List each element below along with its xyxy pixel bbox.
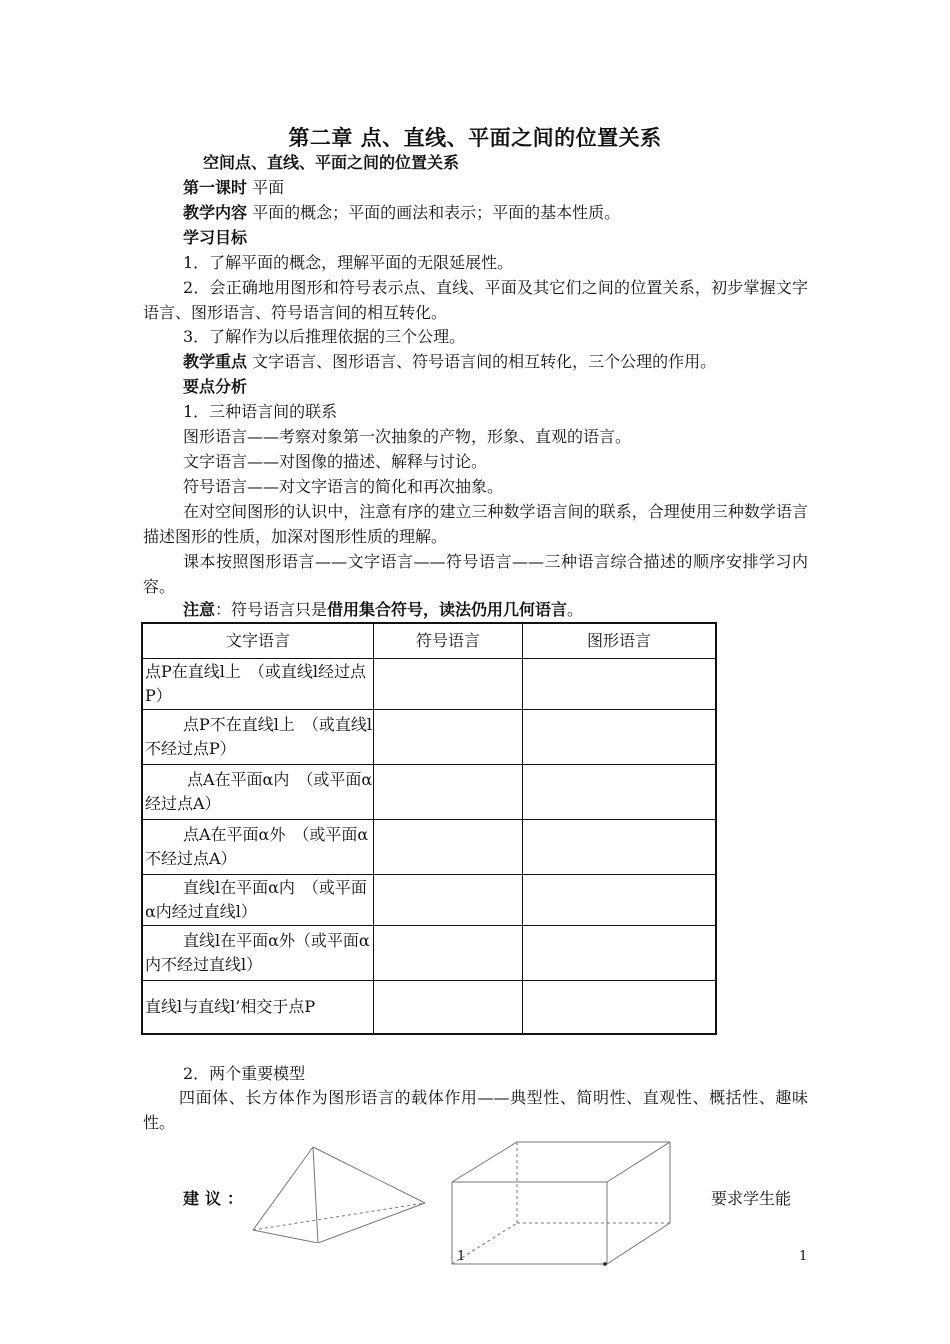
lesson-line — [183, 176, 284, 200]
analysis-item-4: 符号语言——对文字语言的简化和再次抽象。 — [183, 477, 504, 496]
objective-3: 3．了解作为以后推理依据的三个公理。 — [183, 327, 466, 346]
paragraph-2: 课本按照图形语言——文字语言——符号语言——三种语言综合描述的顺序安排学习内容。 — [143, 552, 808, 596]
chapter-title: 第二章 点、直线、平面之间的位置关系 — [288, 126, 662, 150]
key-points-label: 教学重点 — [183, 352, 248, 371]
lesson-text: 平面 — [252, 178, 285, 197]
key-points-line — [183, 350, 716, 374]
objective-2: 2．会正确地用图形和符号表示点、直线、平面及其它们之间的位置关系，初步掌握文字语言、图形语言、符号语言间的相互转化。 — [143, 278, 808, 322]
analysis-item-1: 1．三种语言间的联系 — [183, 402, 338, 421]
table-cell: 点P在直线l上 （或直线l经过点P） — [145, 662, 367, 705]
models-title: 2．两个重要模型 — [183, 1064, 306, 1083]
analysis-label: 要点分析 — [183, 377, 248, 396]
table-row — [142, 659, 716, 710]
paragraph-1: 在对空间图形的认识中，注意有序的建立三种数学语言间的联系，合理使用三种数学语言描述图形的性质，加深对图形性质的理解。 — [143, 502, 808, 546]
analysis-item-2: 图形语言——考察对象第一次抽象的产物，形象、直观的语言。 — [183, 427, 632, 446]
suggestion-label: 建议： — [183, 1189, 250, 1208]
table-header: 图形语言 — [523, 623, 717, 659]
note-line — [183, 598, 583, 622]
page-number-right: 1 — [799, 1249, 808, 1264]
table-cell: 点A在平面α内 （或平面α经过点A） — [145, 770, 373, 813]
table-header: 文字语言 — [142, 623, 374, 659]
models-text: 四面体、长方体作为图形语言的载体作用——典型性、简明性、直观性、概括性、趣味性。 — [143, 1088, 808, 1132]
content-text: 平面的概念；平面的画法和表示；平面的基本性质。 — [252, 203, 621, 222]
note-text: ：符号语言只是 — [215, 600, 328, 619]
table-cell: 点A在平面α外 （或平面α不经过点A） — [145, 825, 369, 868]
table-row — [142, 765, 716, 820]
table-row — [142, 710, 716, 765]
objective-1: 1．了解平面的概念，理解平面的无限延展性。 — [183, 253, 514, 272]
lesson-label: 第一课时 — [183, 178, 248, 197]
table-cell: 直线l在平面α内 （或平面α内经过直线l） — [145, 878, 367, 921]
content-line — [183, 201, 620, 225]
cuboid-figure — [445, 1138, 675, 1268]
content-label: 教学内容 — [183, 203, 248, 222]
table-row — [142, 926, 716, 981]
language-table — [141, 622, 717, 1035]
section-title: 空间点、直线、平面之间的位置关系 — [203, 153, 460, 172]
table-row — [142, 981, 716, 1034]
table-row — [142, 875, 716, 926]
table-cell: 点P不在直线l上 （或直线l不经过点P） — [145, 715, 373, 758]
key-points-text: 文字语言、图形语言、符号语言间的相互转化，三个公理的作用。 — [252, 352, 717, 371]
note-end: 。 — [567, 600, 584, 619]
table-row — [142, 820, 716, 875]
analysis-item-3: 文字语言——对图像的描述、解释与讨论。 — [183, 452, 488, 471]
tetrahedron-figure — [245, 1143, 435, 1243]
page-number-left: 1 — [457, 1249, 466, 1264]
note-label: 注意 — [183, 600, 216, 619]
table-cell: 直线l在平面α外（或平面α内不经过直线l） — [145, 931, 370, 974]
note-bold-text: 借用集合符号，读法仍用几何语言 — [327, 600, 568, 619]
table-header-row — [142, 623, 716, 659]
objectives-label: 学习目标 — [183, 228, 248, 247]
table-header: 符号语言 — [374, 623, 523, 659]
suggestion-text: 要求学生能 — [711, 1189, 792, 1208]
table-cell: 直线l与直线l’相交于点P — [145, 996, 316, 1016]
